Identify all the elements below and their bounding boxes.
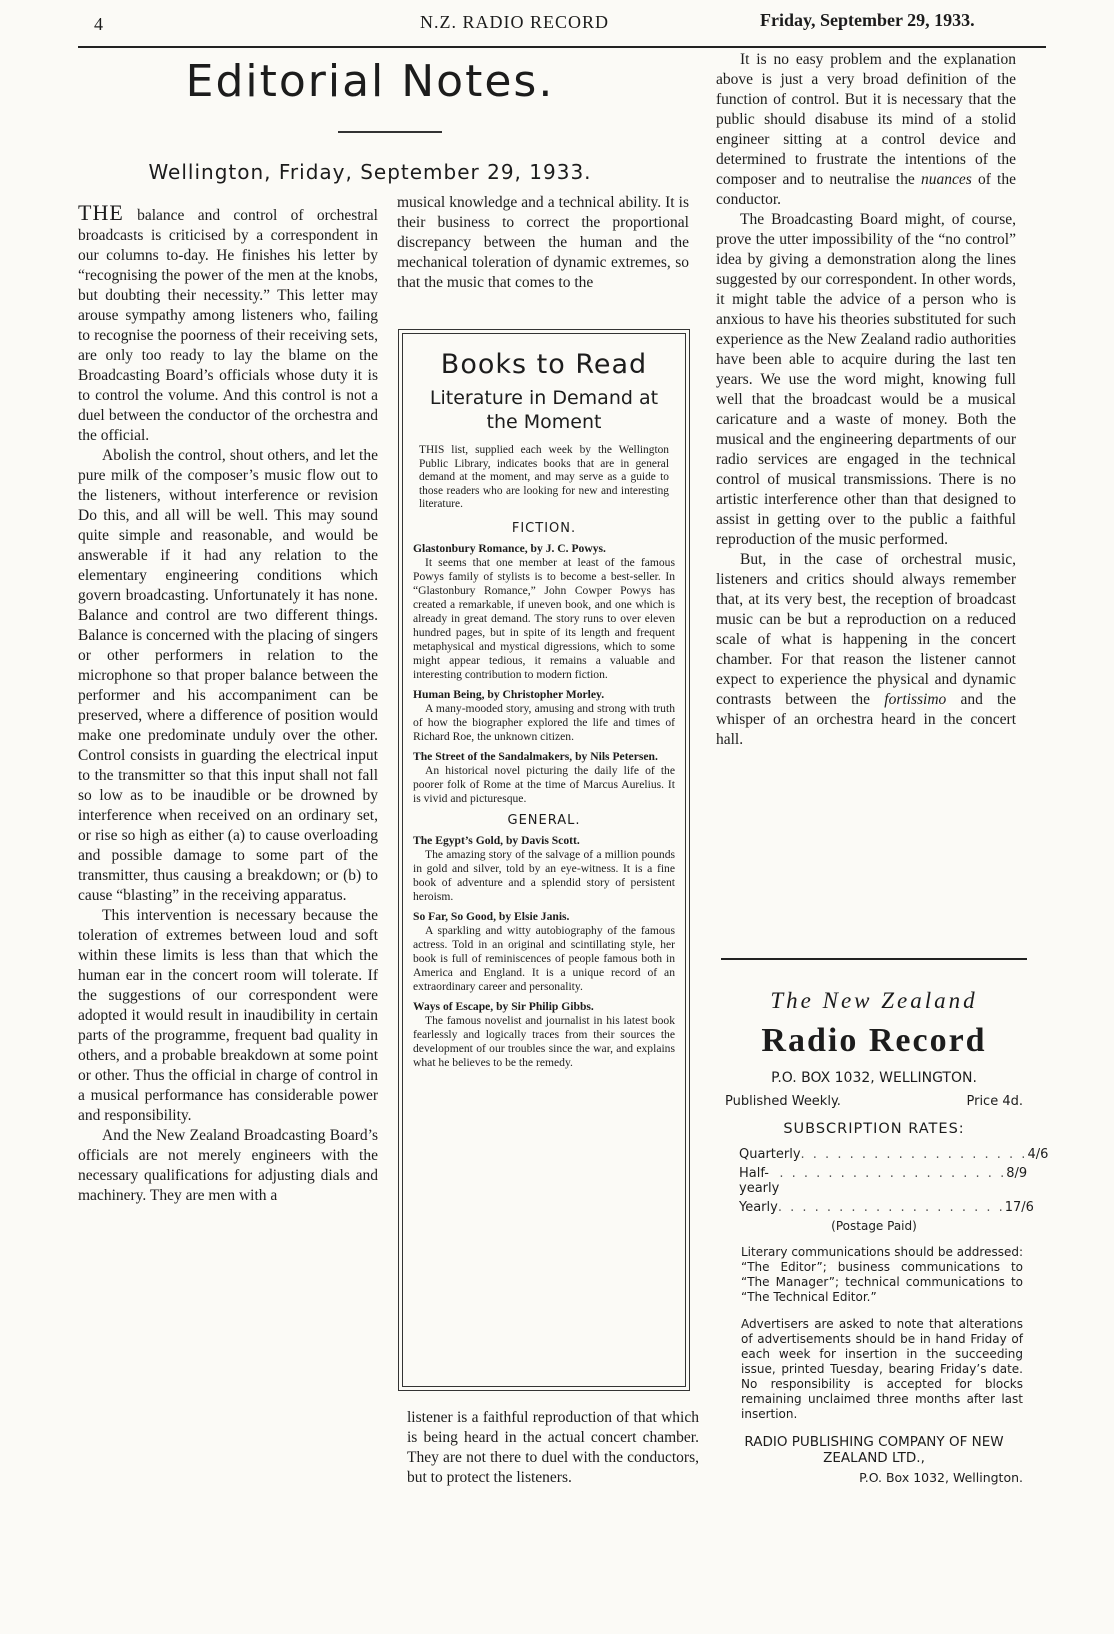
publishing-company: RADIO PUBLISHING COMPANY OF NEW ZEALAND LTD., xyxy=(744,1434,1004,1466)
book-entry xyxy=(413,750,675,806)
paper-name: N.Z. RADIO RECORD xyxy=(420,12,610,32)
editorial-column-3 xyxy=(716,50,1016,942)
paragraph-text: But, in the case of orchestral music, listeners and critics should always remember that, at its very best, the reception of broadcast music can be but a reproduction on a reduced scale of what is happening in the concert chamber. For that reason the listener cannot expect to experience the physical and dynamic contrasts between the xyxy=(716,551,1016,708)
book-entry xyxy=(413,1000,675,1070)
books-to-read-box xyxy=(402,333,686,1387)
book-description: It seems that one member at least of the famous Powys family of stylists is to become a best-seller. In “Glastonbury Romance,” John Cowper Powys has created a remarkable, if uneven book, and one which is already in great demand. The story runs to over eleven hundred pages, but in spite of its length and frequent metaphysical and mystical digressions, which to some might appear tedious, it remains a valuable and interesting contribution to modern fiction. xyxy=(413,555,675,681)
editorial-title: Editorial Notes. xyxy=(185,56,555,107)
company-po-box: P.O. Box 1032, Wellington. xyxy=(859,1470,1023,1485)
leader-dots: . . . . . . . . . . . . . . . . . . . xyxy=(777,1200,1005,1215)
rate-value: 4/6 xyxy=(1027,1147,1049,1162)
price: Price 4d. xyxy=(966,1094,1023,1109)
book-title: So Far, So Good, by Elsie Janis. xyxy=(413,909,570,923)
editorial-paragraph xyxy=(716,50,1016,210)
editorial-paragraph xyxy=(716,550,1016,750)
paragraph-text: It is no easy problem and the explanation above is just a very broad definition of the function of control. But it is necessary that the public should disabuse its mind of a stolid engineer sitting at a control device and determined to frustrate the intentions of the composer and to neutralise the xyxy=(716,51,1016,188)
subscription-rates-heading: SUBSCRIPTION RATES: xyxy=(783,1121,965,1137)
publication-row xyxy=(721,1094,1027,1109)
book-title: Human Being, by Christopher Morley. xyxy=(413,687,605,701)
books-intro: THIS list, supplied each week by the Wellington Public Library, indicates books that are in general demand at the moment, and may serve as a guide to those readers who are looking for new and interesting literature. xyxy=(419,444,669,510)
fiction-heading: FICTION. xyxy=(511,520,577,536)
book-description: A many-mooded story, amusing and strong with truth of how the biographer explored the life and times of Richard Roe, the unknown citizen. xyxy=(413,701,675,743)
published-weekly: Published Weekly. xyxy=(725,1094,841,1109)
editorial-column-1 xyxy=(78,200,378,1623)
masthead-the-new-zealand: The New Zealand xyxy=(770,988,978,1013)
general-heading: GENERAL. xyxy=(507,812,581,828)
rate-row xyxy=(739,1166,1028,1196)
book-entry xyxy=(413,910,675,994)
book-description: The amazing story of the salvage of a million pounds in gold and silver, told by an eye-witness. It is a fine book of adventure and a splendid story of persistent heroism. xyxy=(413,847,675,903)
book-description: A sparkling and witty autobiography of the famous actress. Told in an original and scintillating style, her book is full of reminiscences of people famous both in America and England. It is a unique record of an extraordinary career and personality. xyxy=(413,923,675,993)
paragraph-text: and the whisper of an orchestra heard in the concert hall. xyxy=(716,691,1016,748)
book-title: The Street of the Sandalmakers, by Nils Petersen. xyxy=(413,749,658,763)
leader-dots: . . . . . . . . . . . . . . . . . . . xyxy=(800,1147,1028,1162)
rate-row xyxy=(739,1147,1049,1162)
book-title: The Egypt’s Gold, by Davis Scott. xyxy=(413,833,580,847)
editorial-dateline: Wellington, Friday, September 29, 1933. xyxy=(148,160,592,184)
editorial-paragraph xyxy=(78,200,378,446)
book-title: Glastonbury Romance, by J. C. Powys. xyxy=(413,541,606,555)
editorial-column-2-bottom xyxy=(407,1408,699,1518)
radio-record-masthead-box xyxy=(721,958,1049,1530)
rate-value: 8/9 xyxy=(1006,1166,1028,1181)
rate-value: 17/6 xyxy=(1004,1200,1034,1215)
books-title: Books to Read xyxy=(440,349,648,380)
paragraph-text: balance and control of orchestral broadcasts is criticised by a correspondent in our columns to-day. He finishes his letter by “recognising the power of the men at the knobs, but doubting their necessity.” This letter may arouse sympathy among listeners who, failing to recognise the poorness of their receiving sets, are only too ready to lay the blame on the Broadcasting Board’s officials whose duty it is to control the volume. And this control is not a duel between the conductor of the orchestra and the official. xyxy=(78,207,378,444)
italic-word: nuances xyxy=(920,171,972,188)
rate-label: Yearly xyxy=(739,1200,778,1215)
header-rule xyxy=(78,46,1046,48)
rate-label: Half-yearly xyxy=(739,1166,780,1196)
drop-cap: THE xyxy=(78,200,124,225)
editorial-paragraph: The Broadcasting Board might, of course, prove the utter impossibility of the “no control” idea by giving a demonstration along the lines suggested by our correspondent. In other words, it might table the advice of a person who is anxious to have his theories substituted for such experience as the New Zealand radio authorities have been able to acquire during the last ten years. We use the word might, knowing full well that the broadcast would be a musical caricature and a waste of money. Both the musical and the engineering departments of our radio services are engaged in the technical control of musical transmissions. There is no artistic interference other than that designed to assist in getting over to the public a faithful reproduction of the music performed. xyxy=(716,211,1016,548)
editorial-paragraph: listener is a faithful reproduction of that which is being heard in the actual concert chamber. They are not there to duel with the conductors, but to protect the listeners. xyxy=(407,1409,699,1486)
editorial-paragraph: And the New Zealand Broadcasting Board’s officials are not merely engineers with the necessary qualifications for adjusting dials and machinery. They are men with a xyxy=(78,1127,378,1204)
issue-date: Friday, September 29, 1933. xyxy=(760,10,975,30)
editorial-paragraph: This intervention is necessary because the toleration of extremes between loud and soft within these limits is less than that which the human ear in the concert room will tolerate. If the suggestions of our correspondent were adopted it would result in inaudibility in certain parts of the programme, frequent bad quality in others, and a probable breakdown at some point or other. Thus the official in charge of control in a musical performance has considerable power and responsibility. xyxy=(78,907,378,1124)
title-rule xyxy=(338,131,442,133)
subscription-rates-list xyxy=(739,1147,1049,1215)
italic-word: fortissimo xyxy=(884,691,947,708)
advertisers-note: Advertisers are asked to note that alterations of advertisements should be in hand Friday of each week for insertion in the succeeding issue, printed Tuesday, bearing Friday’s date. No responsibility is accepted for blocks remaining unclaimed three months after last insertion. xyxy=(741,1317,1023,1421)
po-box-address: P.O. BOX 1032, WELLINGTON. xyxy=(771,1070,977,1086)
page-header xyxy=(0,4,1114,32)
book-entry xyxy=(413,542,675,682)
book-entry xyxy=(413,688,675,744)
leader-dots: . . . . . . . . . . . . . . . . . . . xyxy=(779,1166,1007,1181)
book-title: Ways of Escape, by Sir Philip Gibbs. xyxy=(413,999,594,1013)
rate-row xyxy=(739,1200,1034,1215)
literary-communications: Literary communications should be addressed: “The Editor”; business communications to “The Manager”; technical communications to “The Technical Editor.” xyxy=(741,1245,1023,1304)
postage-note: (Postage Paid) xyxy=(831,1219,917,1233)
page-number: 4 xyxy=(94,14,103,34)
books-subtitle: Literature in Demand at the Moment xyxy=(429,387,659,433)
rate-label: Quarterly xyxy=(739,1147,801,1162)
book-entry xyxy=(413,834,675,904)
masthead-radio-record: Radio Record xyxy=(761,1022,987,1059)
paragraph-text: of the conductor. xyxy=(716,171,1016,208)
editorial-paragraph: Abolish the control, shout others, and let the pure milk of the composer’s music flow out to the listeners, without interference or revision Do this, and all will be well. This may sound quite simple and reasonable, and would be answerable if it had any relation to the elementary engineering conditions which govern broadcasting. Unfortunately it has none. Balance and control are two different things. Balance is concerned with the placing of singers or other performers in relation to the microphone so that proper balance between the performer and his accompaniment can be preserved, where a difference of position would make one predominate unduly over the other. Control consists in guarding the electrical input to the transmitter so that this input shall not fall so low as to be inaudible or be drowned by interference when received on an ordinary set, or rise so high as either (a) to cause overloading and possible damage to some part of the transmitter, thus causing a breakdown; or (b) to cause “blasting” in the receiving apparatus. xyxy=(78,447,378,904)
editorial-column-2-top xyxy=(397,193,689,313)
book-description: The famous novelist and journalist in his latest book fearlessly and logically traces from their sources the development of our troubles since the war, and explains what he believes to be the remedy. xyxy=(413,1013,675,1069)
book-description: An historical novel picturing the daily life of the poorer folk of Rome at the time of Marcus Aurelius. It is vivid and picturesque. xyxy=(413,763,675,805)
editorial-paragraph: musical knowledge and a technical ability. It is their business to correct the proportional discrepancy between the human and the mechanical toleration of dynamic extremes, so that the music that comes to the xyxy=(397,194,689,291)
